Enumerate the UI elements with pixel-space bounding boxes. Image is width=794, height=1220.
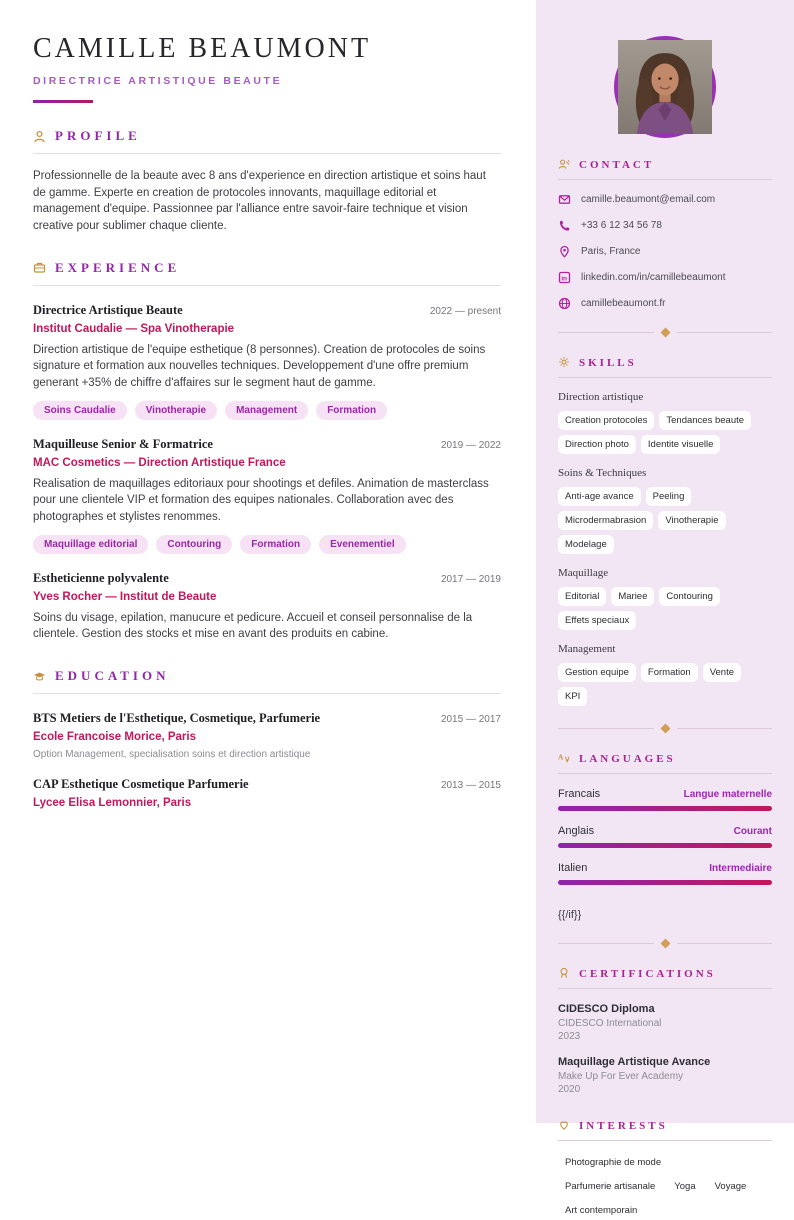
contact-website-value: camillebeaumont.fr (581, 298, 666, 309)
contact-item-website[interactable] (558, 297, 772, 310)
language-row (558, 862, 772, 885)
phone-icon (558, 219, 571, 232)
languages-label: LANGUAGES (579, 752, 676, 765)
skill-tag: Contouring (659, 587, 719, 606)
job-description: Soins du visage, epilation, manucure et pedicure. Accueil et conseil personnalise de la clientele. Gestion des stocks et mise en avant des produits en cabine. (33, 611, 473, 641)
contact-label: CONTACT (579, 158, 655, 171)
education-entry (33, 711, 501, 760)
svg-text:A: A (558, 752, 564, 762)
diamond-icon (660, 939, 670, 949)
section-divider (33, 285, 501, 286)
education-entry (33, 777, 501, 809)
skill-tags (558, 587, 772, 630)
profile-text: Professionnelle de la beaute avec 8 ans d'experience en direction artistique et soins haut de gamme. Experte en creation de protocoles innovants, maquillage editorial et management d'equipe. Passionnee par l'alliance entre savoir-faire technique et vision creative pour sublimer chaque cliente. (33, 170, 486, 233)
interest-tag: Yoga (667, 1177, 702, 1196)
school-name: Ecole Francoise Morice, Paris (33, 731, 196, 744)
skill-tags (558, 487, 772, 554)
job-entry (33, 437, 501, 554)
skill-tag: Direction photo (558, 435, 636, 454)
skill-tag: Gestion equipe (558, 663, 636, 682)
degree-dates: 2015 — 2017 (440, 714, 501, 726)
skill-tag: Tendances beaute (659, 411, 751, 430)
education-label: EDUCATION (55, 668, 170, 684)
job-tag: Management (225, 401, 308, 420)
language-level: Langue maternelle (683, 789, 772, 800)
certification-issuer: CIDESCO International (558, 1018, 662, 1029)
skill-tag: Mariee (611, 587, 654, 606)
job-dates: 2017 — 2019 (440, 573, 501, 585)
job-company: MAC Cosmetics — Direction Artistique France (33, 456, 286, 469)
section-interests (558, 1119, 772, 1220)
experience-heading (33, 260, 501, 276)
certification-name: CIDESCO Diploma (558, 1003, 655, 1015)
job-tags (33, 401, 501, 420)
map-pin-icon (558, 245, 571, 258)
skill-group-name: Management (558, 643, 616, 655)
job-tags (33, 535, 501, 554)
certification-name: Maquillage Artistique Avance (558, 1056, 711, 1068)
section-divider (558, 988, 772, 989)
section-education (33, 668, 501, 809)
job-dates: 2019 — 2022 (440, 439, 501, 451)
sidebar (536, 0, 794, 1216)
skill-tag: Creation protocoles (558, 411, 654, 430)
section-languages (558, 752, 772, 921)
job-dates: 2022 — present (429, 305, 501, 317)
person-name: CAMILLE BEAUMONT (33, 33, 372, 64)
person-job-title: DIRECTRICE ARTISTIQUE BEAUTE (33, 75, 283, 87)
section-divider (33, 693, 501, 694)
skill-tag: Peeling (646, 487, 692, 506)
contact-item-email[interactable] (558, 193, 772, 206)
skill-group-name: Direction artistique (558, 391, 644, 403)
job-tag: Vinotherapie (135, 401, 217, 420)
school-name: Lycee Elisa Lemonnier, Paris (33, 797, 192, 810)
globe-icon (558, 297, 571, 310)
skill-tag: Editorial (558, 587, 606, 606)
education-heading (33, 668, 501, 684)
gear-icon (558, 356, 571, 369)
certification-year: 2023 (558, 1031, 581, 1042)
language-progress-fill (558, 806, 772, 811)
contact-location-value: Paris, France (581, 246, 641, 257)
skill-tag: Vinotherapie (658, 511, 725, 530)
section-profile (33, 128, 501, 235)
job-tag: Formation (240, 535, 311, 554)
profile-heading (33, 128, 501, 144)
diamond-divider (558, 329, 772, 336)
translate-icon (558, 752, 571, 765)
diamond-divider (558, 725, 772, 732)
interest-tags (558, 1153, 772, 1220)
interest-tag: Parfumerie artisanale (558, 1177, 662, 1196)
skill-tag: Formation (641, 663, 698, 682)
skill-tag: KPI (558, 687, 587, 706)
language-level: Intermediaire (709, 863, 772, 874)
interests-label: INTERESTS (579, 1119, 668, 1132)
contact-item-phone[interactable] (558, 219, 772, 232)
certification-issuer: Make Up For Ever Academy (558, 1071, 684, 1082)
interest-tag: Voyage (708, 1177, 754, 1196)
language-row (558, 825, 772, 848)
skill-tags (558, 663, 772, 706)
contact-item-location[interactable] (558, 245, 772, 258)
person-icon (33, 130, 46, 143)
skill-tag: Identite visuelle (641, 435, 720, 454)
diamond-icon (660, 328, 670, 338)
degree-title: BTS Metiers de l'Esthetique, Cosmetique, Parfumerie (33, 711, 321, 726)
skill-tag: Microdermabrasion (558, 511, 653, 530)
degree-note: Option Management, specialisation soins et direction artistique (33, 749, 311, 761)
job-tag: Maquillage editorial (33, 535, 148, 554)
envelope-icon (558, 193, 571, 206)
avatar (614, 36, 716, 138)
accent-rule (33, 100, 93, 103)
job-entry (33, 571, 501, 643)
language-level: Courant (733, 826, 772, 837)
template-artifact-text: {{/if}} (558, 909, 582, 921)
briefcase-icon (33, 261, 46, 274)
skill-tag: Modelage (558, 535, 614, 554)
skill-tag: Effets speciaux (558, 611, 636, 630)
job-company: Institut Caudalie — Spa Vinotherapie (33, 322, 235, 335)
diamond-divider (558, 940, 772, 947)
language-name: Anglais (558, 825, 595, 837)
skill-tag: Anti-age avance (558, 487, 641, 506)
job-title: Maquilleuse Senior & Formatrice (33, 436, 213, 451)
section-skills (558, 356, 772, 706)
job-title: Directrice Artistique Beaute (33, 302, 183, 317)
graduation-cap-icon (33, 670, 46, 683)
degree-dates: 2013 — 2015 (440, 780, 501, 792)
language-progress-fill (558, 843, 772, 848)
svg-text:in: in (561, 275, 567, 283)
job-description: Realisation de maquillages editoriaux pour shootings et defiles. Animation de masterclass pour une clientele VIP et formation des equipes nationales. Collaboration avec des photographes et stylistes renommes. (33, 477, 489, 524)
language-name: Italien (558, 862, 588, 874)
medal-icon (558, 967, 571, 980)
section-divider (558, 377, 772, 378)
experience-label: EXPERIENCE (55, 259, 181, 275)
section-divider (558, 179, 772, 180)
skills-label: SKILLS (579, 356, 637, 369)
language-name: Francais (558, 788, 601, 800)
contact-linkedin-value: linkedin.com/in/camillebeaumont (581, 272, 726, 283)
certification-year: 2020 (558, 1084, 581, 1095)
job-description: Direction artistique de l'equipe esthetique (8 personnes). Creation de protocoles de soins signature et formation aux nouvelles techniques. Developpement d'une offre premium generant +35% de chiffre d'affaires sur le segment haut de gamme. (33, 343, 486, 390)
degree-title: CAP Esthetique Cosmetique Parfumerie (33, 777, 249, 792)
contact-phone-value: +33 6 12 34 56 78 (581, 220, 662, 231)
interest-tag: Art contemporain (558, 1201, 644, 1220)
job-company: Yves Rocher — Institut de Beaute (33, 590, 217, 603)
contact-card-icon (558, 158, 571, 171)
section-divider (33, 153, 501, 154)
skill-group-name: Soins & Techniques (558, 467, 647, 479)
certifications-label: CERTIFICATIONS (579, 967, 716, 980)
language-progress-fill (558, 880, 772, 885)
job-tag: Contouring (156, 535, 232, 554)
language-row (558, 788, 772, 811)
language-progress-bar (558, 843, 772, 848)
interest-tag: Photographie de mode (558, 1153, 668, 1172)
section-experience (33, 260, 501, 643)
contact-email-value: camille.beaumont@email.com (581, 194, 716, 205)
job-tag: Evenementiel (319, 535, 405, 554)
language-progress-bar (558, 806, 772, 811)
diamond-icon (660, 724, 670, 734)
job-tag: Soins Caudalie (33, 401, 127, 420)
contact-item-linkedin[interactable] (558, 271, 772, 284)
section-divider (558, 1140, 772, 1141)
linkedin-icon (558, 271, 571, 284)
section-contact (558, 158, 772, 310)
certification-entry (558, 1056, 772, 1095)
skill-tag: Vente (703, 663, 741, 682)
section-certifications (558, 967, 772, 1095)
language-progress-bar (558, 880, 772, 885)
certification-entry (558, 1003, 772, 1042)
job-title: Estheticienne polyvalente (33, 570, 169, 585)
job-entry (33, 303, 501, 420)
profile-label: PROFILE (55, 128, 141, 143)
heart-icon (558, 1119, 571, 1132)
skill-group-name: Maquillage (558, 567, 609, 579)
section-divider (558, 773, 772, 774)
skill-tags (558, 411, 772, 454)
job-tag: Formation (316, 401, 387, 420)
